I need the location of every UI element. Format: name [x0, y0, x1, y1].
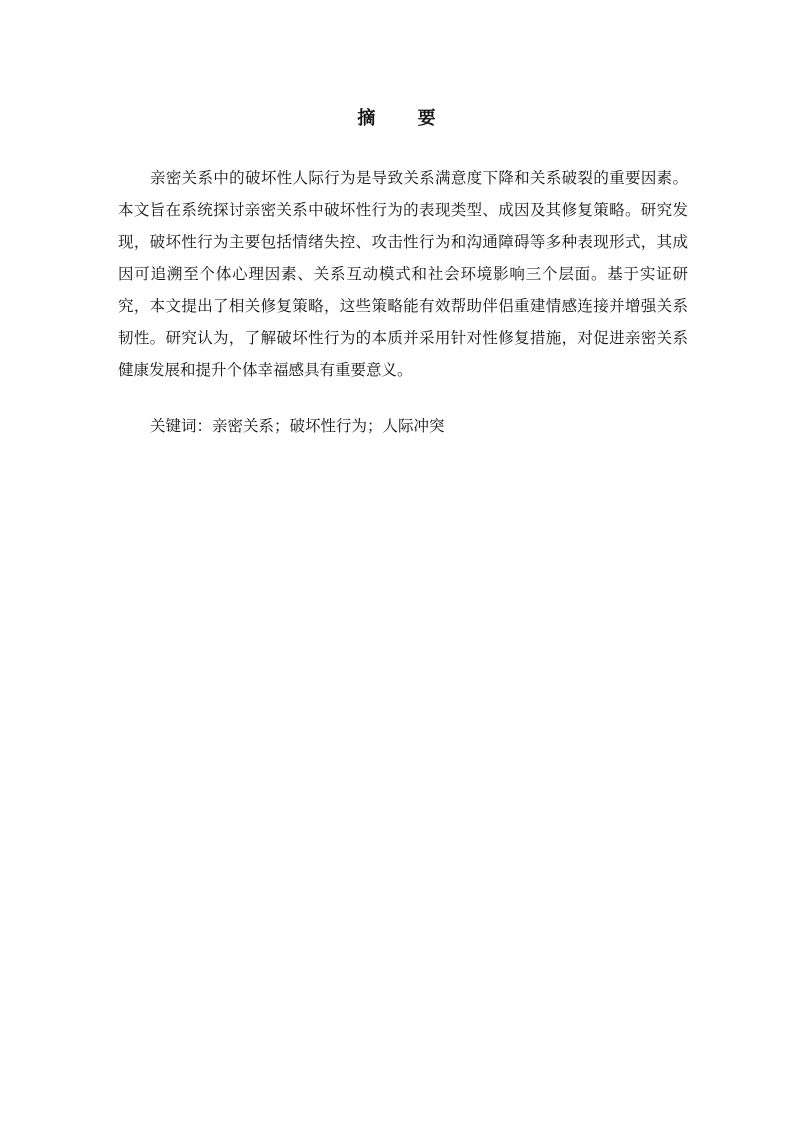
abstract-paragraph: 亲密关系中的破坏性人际行为是导致关系满意度下降和关系破裂的重要因素。本文旨在系统探讨亲密关系中破坏性行为的表现类型、成因及其修复策略。研究发现，破坏性行为主要包括情绪失控、攻击性行为和沟通障碍等多种表现形式，其成因可追溯至个体心理因素、关系互动模式和社会环境影响三个层面。基于实证研究，本文提出了相关修复策略，这些策略能有效帮助伴侣重建情感连接并增强关系韧性。研究认为，了解破坏性行为的本质并采用针对性修复措施，对促进亲密关系健康发展和提升个体幸福感具有重要意义。	[118, 169, 688, 379]
keywords-line: 关键词：亲密关系；破坏性行为；人际冲突	[150, 417, 445, 435]
abstract-title: 摘 要	[357, 108, 454, 129]
